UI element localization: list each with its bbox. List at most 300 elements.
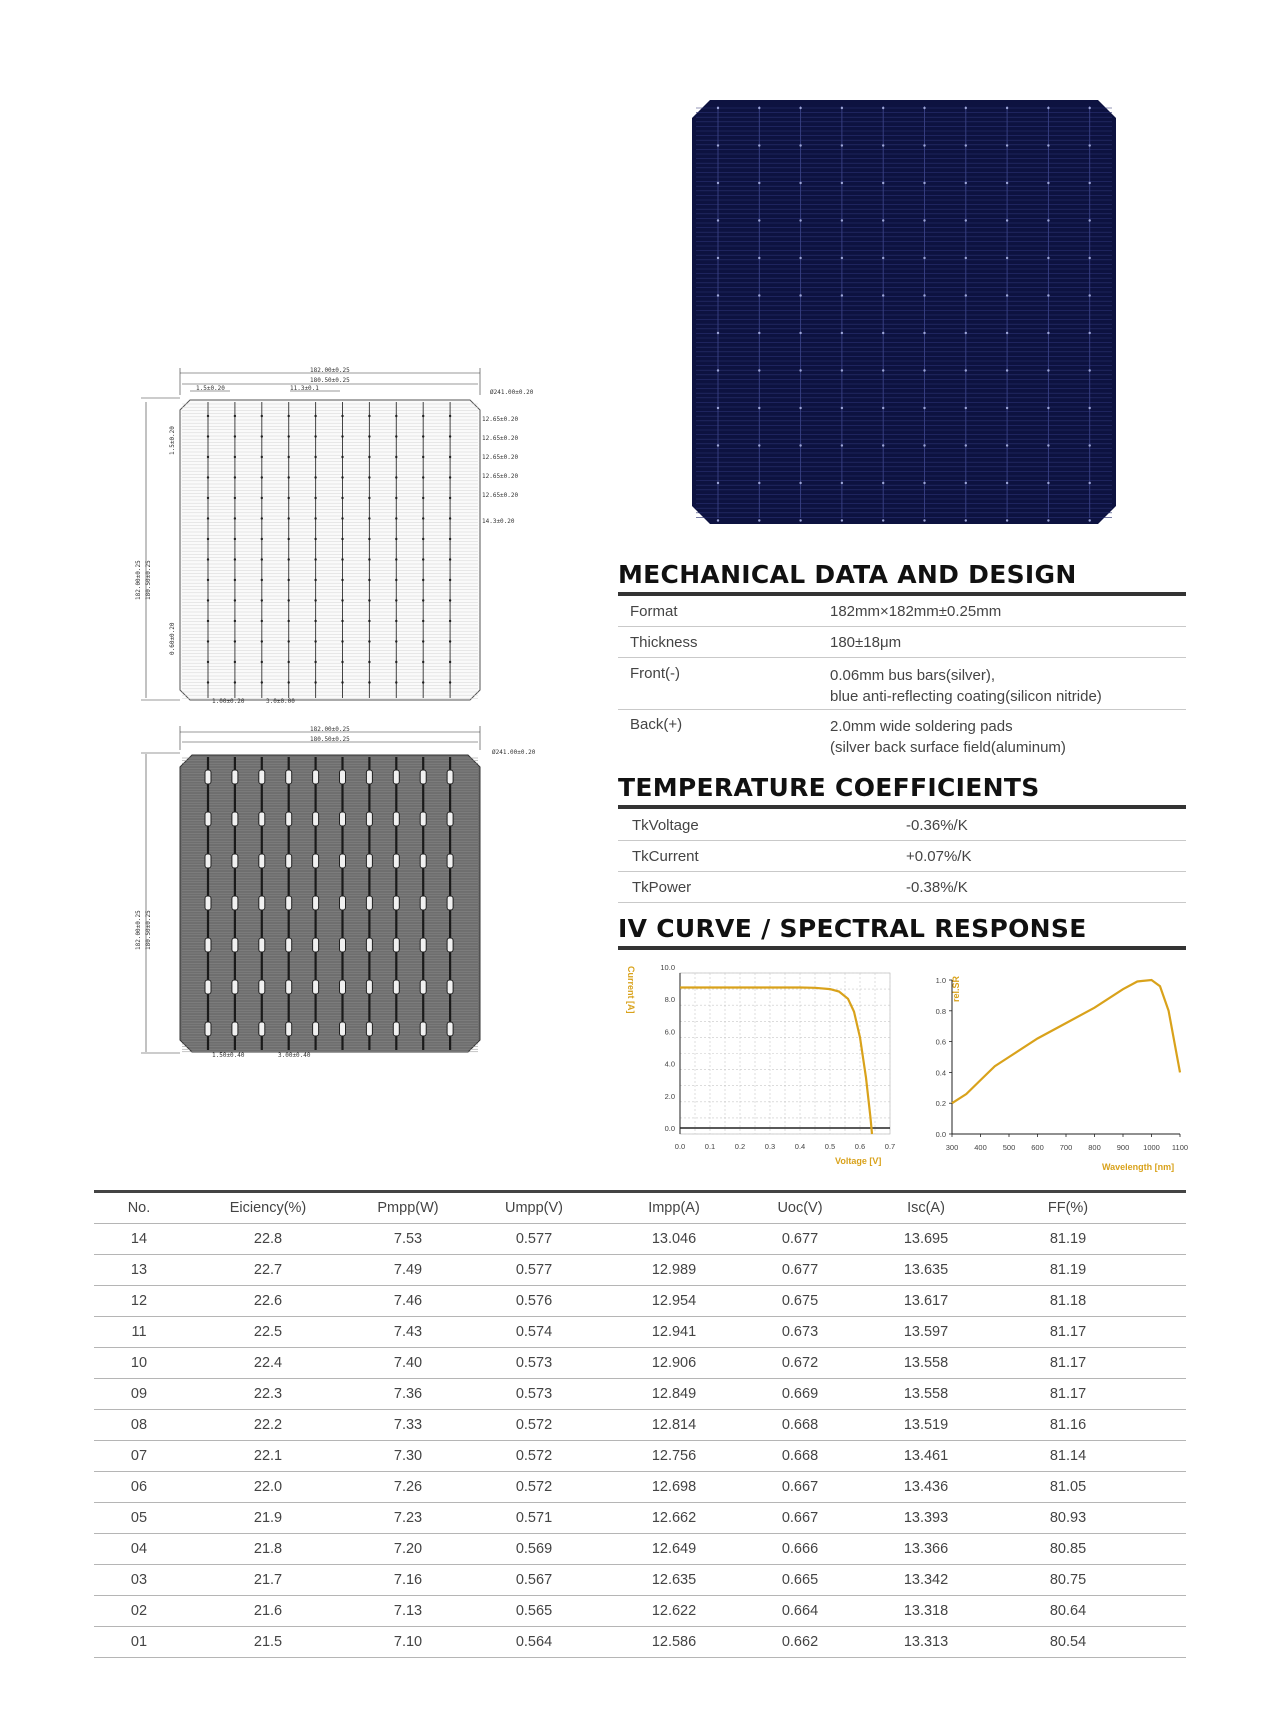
back-solder-pad	[447, 896, 453, 910]
back-solder-pad	[286, 980, 292, 994]
performance-cell: 06	[130, 1479, 148, 1495]
back-solder-pad	[366, 770, 372, 784]
performance-cell: 12.586	[651, 1634, 697, 1650]
performance-cell: 0.565	[515, 1603, 553, 1619]
sr-x-tick: 1000	[1143, 1143, 1160, 1152]
temperature-label: TkVoltage	[632, 816, 699, 834]
iv-y-tick: 2.0	[664, 1091, 675, 1101]
back-solder-pad	[393, 938, 399, 952]
performance-cell: 0.571	[515, 1510, 553, 1526]
performance-cell: 12.954	[651, 1293, 697, 1309]
back-solder-pad	[313, 896, 319, 910]
performance-cell: 0.672	[781, 1355, 819, 1371]
performance-row	[94, 1472, 1186, 1503]
performance-cell: 13.436	[903, 1479, 949, 1495]
performance-cell: 81.14	[1049, 1448, 1087, 1464]
back-solder-pad	[205, 770, 211, 784]
performance-row	[94, 1441, 1186, 1472]
solar-cell-photo	[692, 100, 1116, 524]
sr-y-tick: 1.0	[935, 976, 946, 985]
performance-cell: 0.677	[781, 1262, 819, 1278]
performance-cell: 22.4	[253, 1355, 283, 1371]
performance-cell: 81.19	[1049, 1262, 1087, 1278]
sr-y-tick: 0.0	[935, 1130, 946, 1139]
back-solder-pad	[286, 854, 292, 868]
performance-cell: 7.20	[393, 1541, 423, 1557]
performance-cell: 12.649	[651, 1541, 697, 1557]
mechanical-row	[618, 596, 1186, 627]
performance-row	[94, 1627, 1186, 1658]
performance-cell: 01	[130, 1634, 148, 1650]
performance-table	[94, 1190, 1186, 1658]
performance-header-cell: Pmpp(W)	[377, 1200, 439, 1216]
performance-cell: 7.26	[393, 1479, 423, 1495]
performance-cell: 12.941	[651, 1324, 697, 1340]
mechanical-value-line2: blue anti-reflecting coating(silicon nitride)	[830, 688, 1102, 705]
back-solder-pad	[313, 938, 319, 952]
performance-cell: 22.1	[253, 1448, 283, 1464]
back-solder-pad	[259, 1022, 265, 1036]
back-solder-pad	[447, 770, 453, 784]
back-solder-pad	[420, 854, 426, 868]
back-solder-pad	[232, 938, 238, 952]
sr-ticks	[936, 976, 1189, 1152]
iv-x-tick: 0.3	[764, 1142, 776, 1151]
back-solder-pad	[232, 854, 238, 868]
back-cell-body	[180, 755, 480, 1052]
performance-cell: 7.10	[393, 1634, 423, 1650]
performance-cell: 81.18	[1049, 1293, 1087, 1309]
performance-cell: 0.567	[515, 1572, 553, 1588]
back-solder-pad	[447, 1022, 453, 1036]
performance-cell: 12.622	[651, 1603, 697, 1619]
back-solder-pad	[232, 896, 238, 910]
performance-cell: 0.677	[781, 1231, 819, 1247]
back-solder-pad	[340, 812, 346, 826]
sr-x-tick: 800	[1088, 1143, 1101, 1152]
back-solder-pad	[420, 938, 426, 952]
front-pitch: 11.3±0.1	[290, 385, 319, 392]
iv-x-tick: 0.2	[734, 1142, 746, 1151]
performance-cell: 08	[130, 1417, 148, 1433]
performance-cell: 0.668	[781, 1417, 819, 1433]
sr-x-tick: 400	[974, 1143, 987, 1152]
performance-cell: 0.574	[515, 1324, 553, 1340]
back-solder-pad	[232, 812, 238, 826]
sr-y-tick: 0.4	[935, 1068, 946, 1078]
performance-cell: 81.17	[1049, 1386, 1087, 1402]
iv-series-line	[680, 988, 872, 1135]
back-solder-pad	[340, 1022, 346, 1036]
front-row-pitch: 12.65±0.20	[482, 416, 519, 423]
performance-cell: 7.33	[393, 1417, 423, 1433]
performance-cell: 13.313	[903, 1634, 949, 1650]
performance-cell: 10	[130, 1355, 148, 1371]
back-solder-pad	[340, 854, 346, 868]
performance-cell: 13.318	[903, 1603, 949, 1619]
performance-header-cell: Impp(A)	[648, 1200, 700, 1216]
back-solder-pad	[205, 938, 211, 952]
performance-cell: 0.666	[781, 1541, 819, 1557]
performance-row	[94, 1317, 1186, 1348]
performance-cell: 7.40	[393, 1355, 423, 1371]
back-inner-width-dim: 180.50±0.25	[310, 736, 350, 743]
back-solder-pad	[259, 896, 265, 910]
performance-cell: 13.342	[903, 1572, 949, 1588]
temperature-value: -0.36%/K	[906, 816, 968, 834]
front-row-pitch: 12.65±0.20	[482, 473, 519, 480]
back-solder-pad	[393, 896, 399, 910]
mechanical-value: 0.06mm bus bars(silver),	[830, 667, 996, 684]
performance-cell: 22.0	[253, 1479, 283, 1495]
performance-cell: 21.8	[253, 1541, 283, 1557]
back-solder-pad	[259, 854, 265, 868]
back-solder-pad	[420, 770, 426, 784]
performance-cell: 12	[130, 1293, 148, 1309]
temperature-value: +0.07%/K	[906, 847, 972, 865]
back-bottom-dim-a: 1.50±0.40	[212, 1052, 245, 1059]
temperature-row	[618, 810, 1186, 841]
front-inner-height-dim: 180.50±0.25	[145, 560, 152, 600]
performance-cell: 13.597	[903, 1324, 949, 1340]
back-solder-pad	[232, 770, 238, 784]
back-solder-pad	[259, 980, 265, 994]
performance-cell: 0.572	[515, 1417, 553, 1433]
iv-x-tick: 0.7	[884, 1142, 896, 1151]
performance-cell: 0.576	[515, 1293, 553, 1309]
mechanical-row	[618, 710, 1186, 762]
iv-y-tick: 6.0	[664, 1027, 675, 1037]
performance-row	[94, 1379, 1186, 1410]
temperature-label: TkPower	[632, 878, 692, 896]
performance-cell: 12.989	[651, 1262, 697, 1278]
performance-cell: 0.564	[515, 1634, 553, 1650]
back-solder-pad	[259, 812, 265, 826]
back-solder-pad	[340, 896, 346, 910]
front-top-offset: 1.5±0.20	[169, 426, 176, 455]
performance-cell: 12.756	[651, 1448, 697, 1464]
back-solder-pad	[393, 854, 399, 868]
mechanical-label: Thickness	[630, 633, 698, 651]
performance-cell: 80.93	[1049, 1510, 1087, 1526]
performance-cell: 0.572	[515, 1479, 553, 1495]
iv-ylabel: Current [A]	[626, 966, 636, 1014]
front-bottom-dim-b: 3.0±0.00	[266, 698, 295, 705]
back-solder-pad	[286, 770, 292, 784]
temperature-value: -0.38%/K	[906, 878, 968, 896]
performance-cell: 0.573	[515, 1386, 553, 1402]
performance-header-cell: Uoc(V)	[777, 1200, 823, 1216]
performance-cell: 0.662	[781, 1634, 819, 1650]
performance-header-row	[94, 1193, 1186, 1224]
back-solder-pad	[366, 854, 372, 868]
performance-cell: 22.3	[253, 1386, 283, 1402]
mechanical-value: 180±18μm	[830, 633, 902, 651]
performance-cell: 12.906	[651, 1355, 697, 1371]
performance-cell: 81.17	[1049, 1324, 1087, 1340]
performance-body	[94, 1224, 1186, 1658]
performance-cell: 0.664	[781, 1603, 819, 1619]
temperature-label: TkCurrent	[632, 847, 699, 865]
back-solder-pad	[420, 896, 426, 910]
front-row-pitch: 14.3±0.20	[482, 518, 515, 525]
back-solder-pad	[205, 812, 211, 826]
performance-cell: 7.46	[393, 1293, 423, 1309]
performance-cell: 81.17	[1049, 1355, 1087, 1371]
back-solder-pad	[232, 980, 238, 994]
performance-cell: 7.16	[393, 1572, 423, 1588]
front-cell-drawing	[130, 360, 550, 710]
performance-row	[94, 1224, 1186, 1255]
back-solder-pad	[340, 980, 346, 994]
mechanical-row	[618, 627, 1186, 658]
spectral-response-chart	[910, 958, 1190, 1173]
performance-cell: 0.667	[781, 1479, 819, 1495]
performance-cell: 22.6	[253, 1293, 283, 1309]
performance-cell: 0.569	[515, 1541, 553, 1557]
sr-x-tick: 700	[1059, 1143, 1073, 1152]
back-solder-pad	[366, 896, 372, 910]
performance-cell: 0.673	[781, 1324, 819, 1340]
iv-y-tick: 0.0	[664, 1124, 675, 1133]
performance-row	[94, 1348, 1186, 1379]
performance-row	[94, 1410, 1186, 1441]
sr-ylabel: rel.SR	[951, 975, 961, 1002]
performance-cell: 81.19	[1049, 1231, 1087, 1247]
performance-cell: 13.393	[903, 1510, 949, 1526]
back-solder-pad	[286, 812, 292, 826]
performance-cell: 0.577	[515, 1262, 553, 1278]
iv-y-tick: 8.0	[664, 995, 675, 1005]
back-solder-pad	[313, 812, 319, 826]
performance-cell: 0.577	[515, 1231, 553, 1247]
performance-cell: 13.695	[903, 1231, 949, 1247]
back-bottom-dim-b: 3.00±0.40	[278, 1052, 311, 1059]
back-solder-pad	[366, 980, 372, 994]
iv-y-tick: 10.0	[660, 963, 675, 972]
performance-cell: 7.49	[393, 1262, 423, 1278]
performance-cell: 21.7	[253, 1572, 283, 1588]
back-solder-pad	[366, 938, 372, 952]
performance-cell: 0.675	[781, 1293, 819, 1309]
back-solder-pad	[420, 812, 426, 826]
mechanical-label: Format	[630, 602, 678, 620]
back-solder-pad	[366, 1022, 372, 1036]
back-solder-pad	[232, 1022, 238, 1036]
back-solder-pad	[340, 770, 346, 784]
back-solder-pad	[313, 980, 319, 994]
performance-cell: 0.668	[781, 1448, 819, 1464]
performance-cell: 12.698	[651, 1479, 697, 1495]
mechanical-label: Front(-)	[630, 665, 680, 682]
sr-x-tick: 600	[1031, 1143, 1044, 1152]
performance-cell: 81.16	[1049, 1417, 1087, 1433]
performance-cell: 0.667	[781, 1510, 819, 1526]
sr-x-tick: 300	[945, 1143, 959, 1152]
front-corner-dim: Ø241.00±0.20	[490, 389, 534, 396]
performance-cell: 07	[130, 1448, 148, 1464]
performance-row	[94, 1596, 1186, 1627]
performance-cell: 80.64	[1049, 1603, 1087, 1619]
back-solder-pad	[313, 854, 319, 868]
mechanical-value: 2.0mm wide soldering pads	[830, 718, 1013, 735]
curves-title: IV CURVE / SPECTRAL RESPONSE	[618, 914, 1186, 950]
performance-cell: 13.635	[903, 1262, 949, 1278]
performance-cell: 12.635	[651, 1572, 697, 1588]
performance-header-cell: Umpp(V)	[504, 1200, 563, 1216]
iv-x-tick: 0.6	[854, 1142, 866, 1151]
performance-cell: 13.519	[903, 1417, 949, 1433]
iv-xlabel: Voltage [V]	[835, 1156, 882, 1166]
temperature-row	[618, 872, 1186, 903]
performance-cell: 02	[130, 1603, 148, 1619]
front-grid-lines	[180, 400, 480, 700]
performance-header-cell: Eiciency(%)	[229, 1200, 307, 1216]
performance-cell: 13.558	[903, 1355, 949, 1371]
back-width-dim: 182.00±0.25	[310, 726, 350, 733]
performance-cell: 0.573	[515, 1355, 553, 1371]
mechanical-title: MECHANICAL DATA AND DESIGN	[618, 560, 1186, 596]
back-height-dim: 182.00±0.25	[135, 910, 142, 950]
performance-cell: 03	[130, 1572, 148, 1588]
performance-row	[94, 1534, 1186, 1565]
back-solder-pad	[447, 938, 453, 952]
performance-cell: 7.30	[393, 1448, 423, 1464]
performance-cell: 13.046	[651, 1231, 697, 1247]
back-solder-pad	[393, 812, 399, 826]
performance-cell: 13.617	[903, 1293, 949, 1309]
performance-cell: 22.2	[253, 1417, 283, 1433]
back-solder-pad	[313, 1022, 319, 1036]
performance-cell: 12.814	[651, 1417, 697, 1433]
performance-cell: 0.669	[781, 1386, 819, 1402]
performance-row	[94, 1286, 1186, 1317]
back-solder-pad	[420, 980, 426, 994]
back-solder-pad	[393, 1022, 399, 1036]
sr-x-tick: 900	[1116, 1143, 1130, 1152]
front-mid-offset: 0.60±0.20	[169, 622, 176, 655]
performance-cell: 11	[131, 1324, 147, 1340]
performance-cell: 13	[130, 1262, 148, 1278]
back-solder-pad	[393, 980, 399, 994]
performance-cell: 13.558	[903, 1386, 949, 1402]
performance-row	[94, 1255, 1186, 1286]
back-solder-pad	[205, 854, 211, 868]
performance-cell: 80.85	[1049, 1541, 1087, 1557]
performance-cell: 12.662	[651, 1510, 697, 1526]
performance-cell: 21.5	[253, 1634, 283, 1650]
sr-series-line	[952, 980, 1180, 1103]
performance-cell: 0.572	[515, 1448, 553, 1464]
sr-y-tick: 0.8	[935, 1006, 946, 1016]
back-solder-pad	[286, 896, 292, 910]
mechanical-label: Back(+)	[630, 716, 683, 733]
mechanical-value-line2: (silver back surface field(aluminum)	[830, 739, 1066, 756]
front-row-pitch: 12.65±0.20	[482, 492, 519, 499]
back-solder-pad	[447, 812, 453, 826]
mechanical-row	[618, 658, 1186, 710]
performance-cell: 14	[130, 1231, 148, 1247]
iv-y-tick: 4.0	[664, 1059, 675, 1069]
back-cell-drawing	[130, 720, 550, 1070]
performance-header-cell: FF(%)	[1047, 1200, 1089, 1216]
iv-curve-chart	[620, 958, 900, 1168]
front-height-dim: 182.00±0.25	[135, 560, 142, 600]
sr-axes	[949, 980, 1180, 1137]
back-solder-pad	[259, 938, 265, 952]
performance-cell: 7.53	[393, 1231, 423, 1247]
back-solder-pad	[286, 938, 292, 952]
front-inner-width-dim: 180.50±0.25	[310, 377, 350, 384]
temperature-table	[618, 810, 1186, 903]
sr-y-tick: 0.2	[935, 1099, 946, 1109]
performance-cell: 80.75	[1049, 1572, 1087, 1588]
front-row-pitch: 12.65±0.20	[482, 454, 519, 461]
back-solder-pad	[447, 854, 453, 868]
front-width-dim: 182.00±0.25	[310, 367, 350, 374]
front-bottom-dim-a: 1.00±0.20	[212, 698, 245, 705]
performance-cell: 7.23	[393, 1510, 423, 1526]
front-outline	[180, 400, 480, 700]
back-solder-pad	[340, 938, 346, 952]
performance-header-cell: No.	[127, 1200, 151, 1216]
back-solder-pad	[205, 980, 211, 994]
performance-cell: 0.665	[781, 1572, 819, 1588]
performance-cell: 13.461	[903, 1448, 949, 1464]
back-solder-pad	[366, 812, 372, 826]
iv-x-tick: 0.0	[674, 1142, 686, 1151]
performance-row	[94, 1565, 1186, 1596]
performance-cell: 22.5	[253, 1324, 283, 1340]
performance-cell: 04	[130, 1541, 148, 1557]
performance-cell: 7.13	[393, 1603, 423, 1619]
iv-x-tick: 0.4	[794, 1142, 806, 1151]
performance-cell: 21.9	[253, 1510, 283, 1526]
back-solder-pad	[420, 1022, 426, 1036]
back-solder-pad	[259, 770, 265, 784]
temperature-row	[618, 841, 1186, 872]
performance-cell: 22.7	[253, 1262, 283, 1278]
performance-cell: 12.849	[651, 1386, 697, 1402]
back-solder-pad	[205, 1022, 211, 1036]
temperature-title: TEMPERATURE COEFFICIENTS	[618, 773, 1186, 809]
performance-cell: 81.05	[1049, 1479, 1087, 1495]
performance-cell: 21.6	[253, 1603, 283, 1619]
mechanical-table	[618, 596, 1186, 762]
sr-y-tick: 0.6	[935, 1037, 946, 1047]
performance-cell: 7.43	[393, 1324, 423, 1340]
back-solder-pad	[205, 896, 211, 910]
sr-x-tick: 500	[1002, 1143, 1016, 1152]
sr-x-tick: 1100	[1171, 1143, 1189, 1152]
performance-cell: 22.8	[253, 1231, 283, 1247]
sr-xlabel: Wavelength [nm]	[1102, 1162, 1175, 1172]
front-left-offset: 1.5±0.20	[196, 385, 225, 392]
performance-cell: 80.54	[1049, 1634, 1087, 1650]
front-row-pitch: 12.65±0.20	[482, 435, 519, 442]
iv-x-tick: 0.1	[704, 1142, 716, 1151]
performance-cell: 7.36	[393, 1386, 423, 1402]
back-inner-height-dim: 180.50±0.25	[145, 910, 152, 950]
performance-cell: 09	[130, 1386, 148, 1402]
iv-grid	[680, 973, 890, 1134]
performance-cell: 13.366	[903, 1541, 949, 1557]
back-solder-pad	[286, 1022, 292, 1036]
performance-row	[94, 1503, 1186, 1534]
back-solder-pad	[393, 770, 399, 784]
performance-cell: 05	[130, 1510, 148, 1526]
mechanical-value: 182mm×182mm±0.25mm	[830, 602, 1002, 620]
